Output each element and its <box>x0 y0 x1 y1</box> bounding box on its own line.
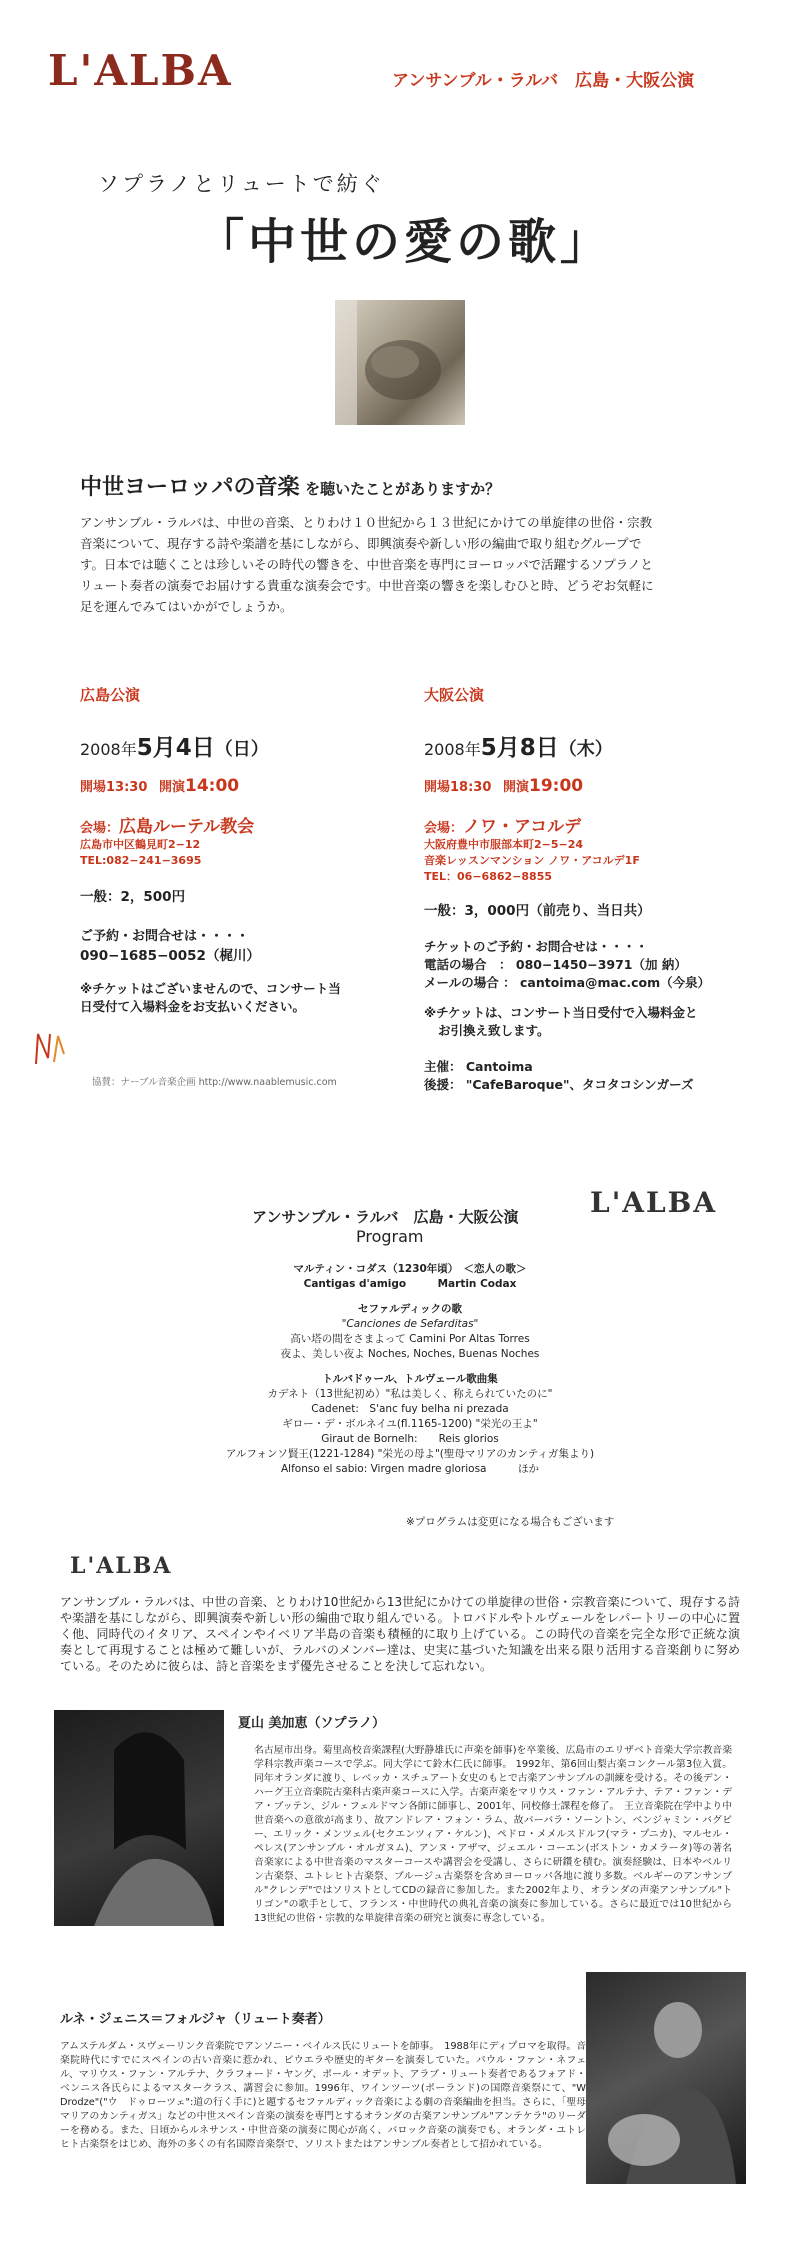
lute-name: ルネ・ジェニス＝フォルジャ（リュート奏者） <box>60 2012 331 2027</box>
lute-player-portrait-icon <box>586 1972 746 2184</box>
program-item: Alfonso el sabio: Virgen madre gloriosa ほか <box>280 1463 539 1475</box>
flyer-logo: L'ALBA <box>48 46 233 95</box>
program-item: 高い塔の間をさまよって Camini Por Altas Torres <box>290 1333 530 1345</box>
program-item: "Canciones de Sefarditas" <box>341 1318 479 1330</box>
hiroshima-tel: TEL:082−241−3695 <box>80 854 202 867</box>
about-text: アンサンブル・ラルバは、中世の音楽、とりわけ10世紀から13世紀にかけての単旋律の世俗・宗教音楽について、現存する詩や楽譜を基にしながら、即興演奏や新しい形の編曲で取り組んでいる。トロバドルやトルヴェールをレパートリーの中心に置く他、同時代のイタリア、スペインやイベリア半島の音楽も積極的に取り上げている。この時代の音楽を完全な形で正統な演奏として再現することは極めて難しいが、ラルバのメンバー達は、史実に基づいた知識を出来る限り活用する音楽創りに努めている。そのために彼らは、詩と音楽をまず優先させることを決して忘れない。 <box>60 1595 740 1673</box>
program-note: ※プログラムは変更になる場合もございます <box>406 1516 615 1528</box>
osaka-note-cont: お引換え致します。 <box>438 1023 550 1038</box>
intro-line: 音楽について、現存する詩や楽譜を基にしながら、即興演奏や新しい形の編曲で取り組むグループで <box>80 536 642 551</box>
hiroshima-date-day: 5月4日 <box>136 735 215 761</box>
lead-heading-main: 中世ヨーロッパの音楽 <box>80 475 300 500</box>
osaka-phone-label: 電話の場合 ： <box>424 957 512 972</box>
hiroshima-contact-tel: 090−1685−0052（梶川） <box>80 948 260 964</box>
osaka-sponsor <box>424 1075 754 1093</box>
hiroshima-price: 一般：2，500円 <box>80 889 186 905</box>
hiroshima-open: 開場13:30 <box>80 780 148 795</box>
hiroshima-heading: 広島公演 <box>80 686 141 704</box>
hiroshima-start-label: 開演 <box>158 780 185 795</box>
soprano-name: 夏山 美加恵（ソプラノ） <box>238 1716 386 1731</box>
program-item: Giraut de Bornelh: Reis glorios <box>321 1433 499 1445</box>
osaka-organizer-name: Cantoima <box>465 1059 533 1074</box>
intro-line: リュート奏者の演奏でお届けする貴重な演奏会です。中世音楽の響きを楽しむひと時、どうぞお気軽に <box>80 578 654 593</box>
osaka-heading: 大阪公演 <box>424 686 485 704</box>
osaka-mail: cantoima@mac.com（今泉） <box>519 975 711 990</box>
hiroshima-start: 14:00 <box>184 776 240 796</box>
hiroshima-address: 広島市中区鶴見町2−12 <box>80 838 201 851</box>
program-list <box>180 1262 640 1477</box>
program-item: アルフォンソ賢王(1221-1284) "栄光の母よ"(聖母マリアのカンティガ集より) <box>225 1448 595 1460</box>
osaka-date-year: 2008年 <box>424 740 481 759</box>
osaka-contact-label: チケットのご予約・お問合せは・・・・ <box>424 939 648 954</box>
flyer-header-title: アンサンブル・ラルバ 広島・大阪公演 <box>392 71 695 91</box>
intro-line: 足を運んでみてはいかがでしょうか。 <box>80 599 293 614</box>
lead-heading-suffix: を聴いたことがありますか？ <box>305 480 501 498</box>
osaka-phone-row <box>424 955 754 973</box>
lute-bio: アムステルダム・スヴェーリンク音楽院でアンソニー・ベイルス氏にリュートを師事。 1988年にディプロマを取得。音楽院時代にすでにスペインの古い音楽に惹かれ、ビウエラや歴史的ギターを演奏していた。パウル・ファン・ネフェル、マリウス・ファン・アルテナ、クラフォード・ヤング、ポール・オデット、アラブ・リュート奏者であるフォアド・ベンニス各氏らによるマスタークラス、講習会に参加。1996年、ワインツーツ(ポーランド)の国際音楽祭にて、"W Drodze"("ウ ドゥローツェ":道の行く手に)と題するセファルディック音楽による劇の音楽編曲を担当。さらに、「聖母マリアのカンティガス」などの中世スペイン音楽の演奏を専門とするオランダの古楽アンサンブル"アンテケラ"のリーダーを務める。また、日頃からルネサンス・中世音楽の演奏に関心が高く、バロック音楽の演奏でも、オランダ・ユトレヒト古楽祭をはじめ、海外の多くの有名国際音楽祭で、ソリストまたはアンサンブル奏者として招かれている。 <box>60 2041 586 2150</box>
hiroshima-concert <box>80 684 360 1016</box>
hiroshima-venue-label: 会場： <box>80 821 120 836</box>
hands-photo <box>335 300 465 425</box>
osaka-address-building: 音楽レッスンマンション ノワ・アコルデ1F <box>424 854 640 867</box>
program-item: カデネト（13世紀初め）"私は美しく、称えられていたのに" <box>267 1388 553 1400</box>
program-title: アンサンブル・ラルバ 広島・大阪公演 <box>252 1208 519 1226</box>
intro-text <box>80 512 720 617</box>
main-title: 「中世の愛の歌」 <box>196 214 613 270</box>
hands-icon <box>335 300 465 425</box>
about-logo: L'ALBA <box>70 1553 173 1579</box>
program-item: セファルディックの歌 <box>358 1303 462 1315</box>
program-subtitle: Program <box>356 1227 424 1246</box>
osaka-concert <box>424 684 754 1093</box>
sponsor-logo-icon <box>32 1028 68 1068</box>
osaka-start: 19:00 <box>528 776 584 796</box>
osaka-phone: 080−1450−3971（加 納） <box>515 957 687 972</box>
osaka-venue-label: 会場： <box>424 821 464 836</box>
hiroshima-time <box>80 776 360 796</box>
hiroshima-venue <box>80 812 360 837</box>
subtitle: ソプラノとリュートで紡ぐ <box>98 172 385 196</box>
hiroshima-date <box>80 729 360 762</box>
osaka-note: ※チケットは、コンサート当日受付で入場料金と <box>424 1005 698 1020</box>
osaka-venue <box>424 812 754 837</box>
program-item: ギロー・デ・ボルネイユ(fl.1165-1200) "栄光の王よ" <box>282 1418 538 1430</box>
soprano-photo <box>54 1710 224 1926</box>
soprano-bio: 名古屋市出身。菊里高校音楽課程(大野静雄氏に声楽を師事)を卒業後、広島市のエリザベト音楽大学宗教音楽学科宗教声楽コースで学ぶ。同大学にて鈴木仁氏に師事。 1992年、第6回山梨古楽コンクール第3位入賞。同年オランダに渡り、レベッカ・スチュアート女史のもとで古楽アンサンブルの訓練を受ける。その後デン・ハーグ王立音楽院古楽科古楽声楽コースに入学。古楽声楽をマリウス・ファン・アルテナ、テア・ファン・デア・ブッテン、ジル・フェルドマン各師に師事し、2001年、同校修士課程を修了。 王立音楽院在学中より中世音楽への意欲が高まり、故アンドレア・フォン・ラム、故バーバラ・ソーントン、ベンジャミン・バグビー、エリック・メンツェル(セクエンツィア・ケルン)、ペドロ・メメルスドルフ(マラ・プニカ)、マルセル・ペレス(アンサンブル・オルガヌム)、アンヌ・アザマ、ジェエル・コーエン(ボストン・カメラータ)等の著名音楽家による中世音楽のマスターコースや講習会を受講し、さらに研鑽を積む。演奏経験は、日本やベルリン古楽祭、ユトレヒト古楽祭、ブルージュ古楽祭を含めヨーロッパ各地に渡り多数。ベルギーのアンサンブル"クレンデ"ではソリストとしてCDの録音に参加した。また2002年より、オランダの声楽アンサンブル"トリゴン"の歌手として、フランス・中世時代の典礼音楽の演奏に参加している。さらに最近では10世紀から13世紀の世俗・宗教的な単旋律音楽の研究と演奏に専念している。 <box>254 1745 732 1924</box>
cooperation-note: 協賛：ナーブル音楽企画 http://www.naablemusic.com <box>92 1077 337 1088</box>
program-item: 夜よ、美しい夜よ Noches, Noches, Buenas Noches <box>280 1348 540 1360</box>
program-item: Cadenet: S'anc fuy belha ni prezada <box>311 1403 509 1415</box>
program-logo: L'ALBA <box>590 1186 718 1219</box>
osaka-start-label: 開演 <box>502 780 529 795</box>
program-item: トルバドゥール、トルヴェール歌曲集 <box>322 1373 498 1385</box>
osaka-mail-label: メールの場合 ： <box>424 975 516 990</box>
program-item: Cantigas d'amigo Martin Codax <box>303 1278 517 1290</box>
intro-line: す。日本では聴くことは珍しいその時代の響きを、中世音楽を専門にヨーロッパで活躍するソプラノと <box>80 557 653 572</box>
program-item <box>180 1362 640 1372</box>
hiroshima-venue-name: 広島ルーテル教会 <box>119 817 255 837</box>
osaka-date-day: 5月8日 <box>480 735 559 761</box>
osaka-tel: TEL：06−6862−8855 <box>424 870 552 883</box>
osaka-sponsor-name: "CafeBaroque"、タコタコシンガーズ <box>465 1077 694 1092</box>
osaka-sponsor-label: 後援： <box>424 1077 462 1092</box>
lute-player-photo <box>586 1972 746 2184</box>
hiroshima-note: ※チケットはございませんので、コンサート当日受付て入場料金をお支払いください。 <box>80 981 341 1014</box>
lead-heading <box>80 470 500 501</box>
osaka-organizer <box>424 1057 754 1075</box>
osaka-price: 一般：3，000円（前売り、当日共） <box>424 903 651 919</box>
hiroshima-contact-label: ご予約・お問合せは・・・・ <box>80 929 250 944</box>
osaka-address: 大阪府豊中市服部本町2−5−24 <box>424 838 584 851</box>
osaka-organizer-label: 主催： <box>424 1059 462 1074</box>
osaka-open: 開場18:30 <box>424 780 492 795</box>
osaka-mail-row <box>424 973 754 991</box>
program-item: マルティン・コダス（1230年頃） ＜恋人の歌＞ <box>293 1263 527 1275</box>
osaka-date <box>424 729 754 762</box>
osaka-date-dow: （木） <box>558 739 613 760</box>
hiroshima-date-dow: （日） <box>214 739 269 760</box>
singer-portrait-icon <box>54 1710 224 1926</box>
hiroshima-date-year: 2008年 <box>80 740 137 759</box>
osaka-venue-name: ノワ・アコルデ <box>463 817 582 837</box>
intro-line: アンサンブル・ラルバは、中世の音楽、とりわけ１０世紀から１３世紀にかけての単旋律の世俗・宗教 <box>80 515 653 530</box>
program-item <box>180 1292 640 1302</box>
osaka-time <box>424 776 754 796</box>
